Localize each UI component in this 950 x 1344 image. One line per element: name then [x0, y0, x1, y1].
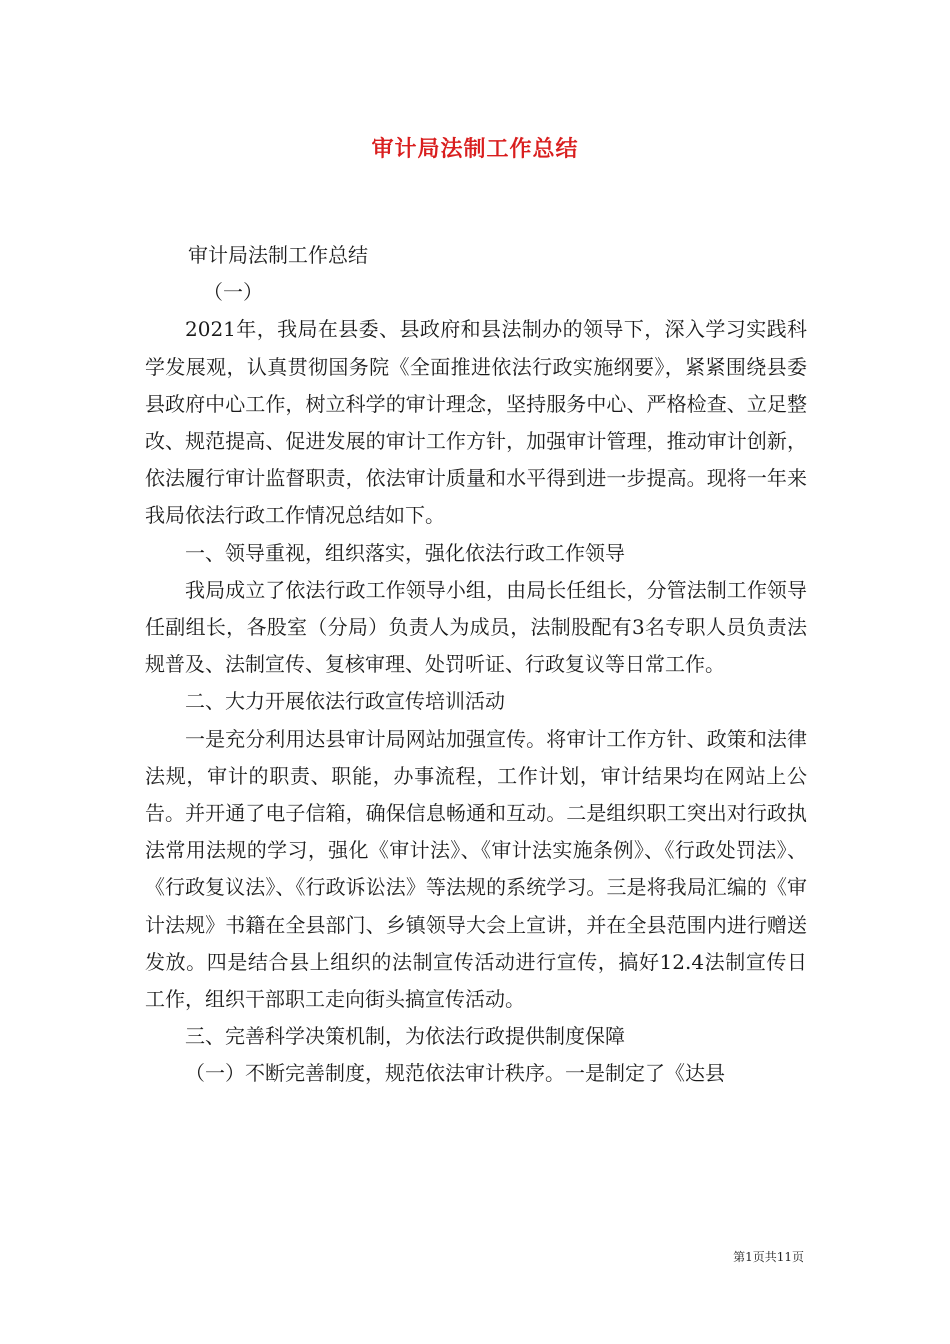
section-heading-3: 三、完善科学决策机制，为依法行政提供制度保障 [185, 1024, 625, 1049]
section-paragraph-2: 一是充分利用达县审计局网站加强宣传。将审计工作方针、政策和法律法规，审计的职责、职能，办事流程，工作计划，审计结果均在网站上公告。并开通了电子信箱，确保信息畅通和互动。二是组织职工突出对行政执法常用法规的学习，强化《审计法》、《审计法实施条例》、《行政处罚法》、《行政复议法》、《行政诉讼法》等法规的系统学习。三是将我局汇编的《审计法规》书籍在全县部门、乡镇领导大会上宣讲，并在全县范围内进行赠送发放。四是结合县上组织的法制宣传活动进行宣传，搞好12.4法制宣传日工作，组织干部职工走向街头搞宣传活动。 [145, 726, 807, 1012]
section-paragraph-3: （一）不断完善制度，规范依法审计秩序。一是制定了《达县 [185, 1061, 725, 1086]
section-paragraph-1: 我局成立了依法行政工作领导小组，由局长任组长，分管法制工作领导任副组长，各股室（分局）负责人为成员，法制股配有3名专职人员负责法规普及、法制宣传、复核审理、处罚听证、行政复议等日常工作。 [145, 577, 807, 677]
intro-paragraph: 2021年，我局在县委、县政府和县法制办的领导下，深入学习实践科学发展观，认真贯彻国务院《全面推进依法行政实施纲要》，紧紧围绕县委县政府中心工作，树立科学的审计理念，坚持服务中心、严格检查、立足整改、规范提高、促进发展的审计工作方针，加强审计管理，推动审计创新，依法履行审计监督职责，依法审计质量和水平得到进一步提高。现将一年来我局依法行政工作情况总结如下。 [145, 317, 807, 528]
document-subtitle: 审计局法制工作总结 [188, 243, 368, 267]
page-number: 第1页共11页 [733, 1250, 804, 1264]
document-body [145, 237, 807, 1093]
document-title: 审计局法制工作总结 [371, 136, 579, 162]
section-number: （一） [203, 280, 263, 305]
section-heading-1: 一、领导重视，组织落实，强化依法行政工作领导 [185, 540, 625, 565]
section-heading-2: 二、大力开展依法行政宣传培训活动 [185, 689, 505, 714]
